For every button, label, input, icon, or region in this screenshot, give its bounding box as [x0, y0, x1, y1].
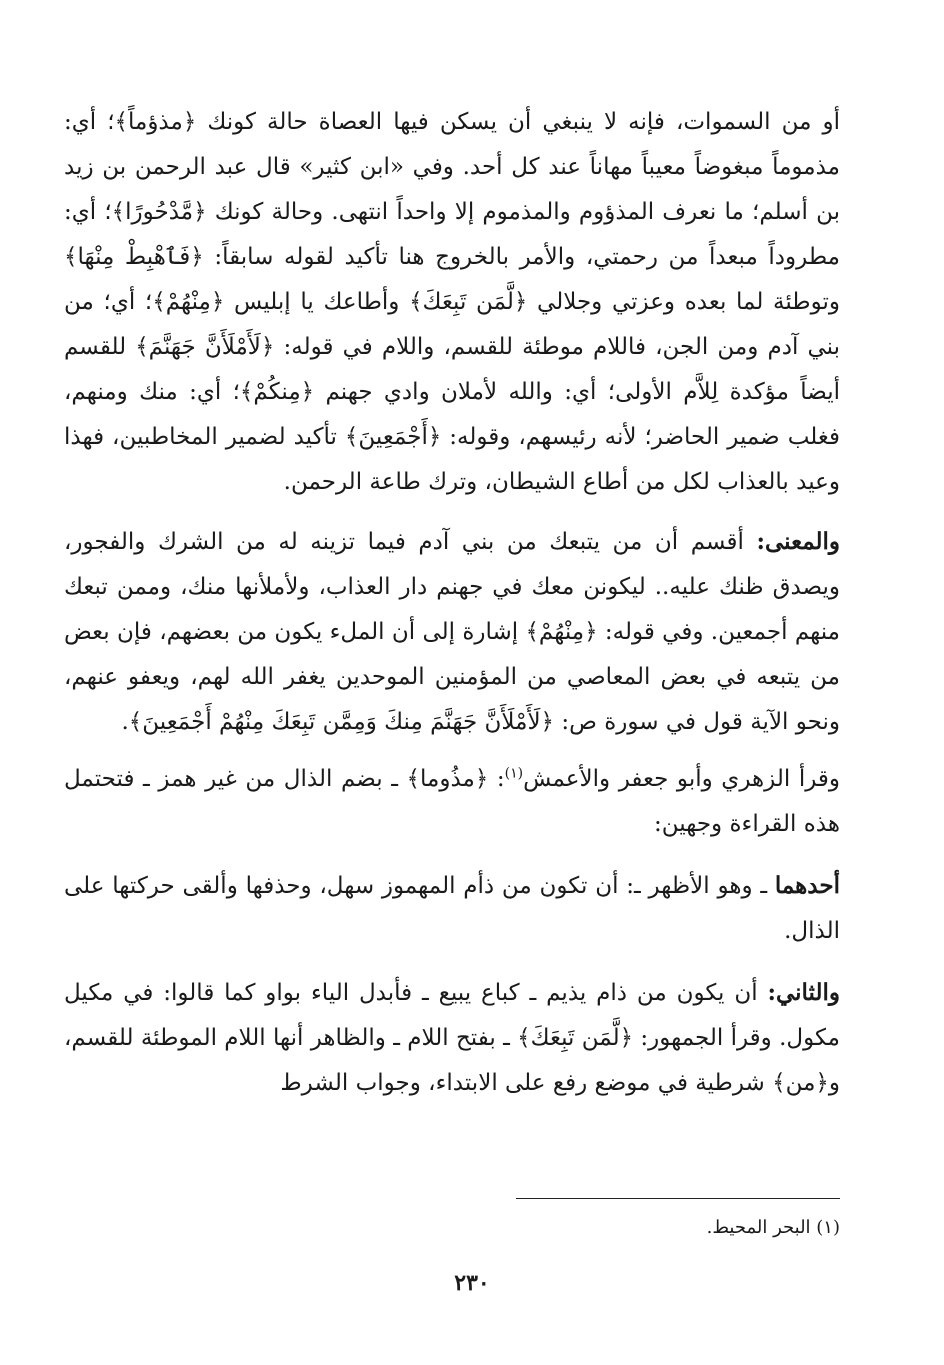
footnote-reference: (١)	[504, 765, 524, 782]
main-text	[64, 100, 840, 1122]
meaning-heading: والمعنى:	[756, 528, 840, 555]
second-aspect-text: أن يكون من ذام يذيم ـ كباع يبيع ـ فأبدل الياء بواو كما قالوا: في مكيل مكول. وقرأ الجمهور: ﴿لَّمَن تَبِعَكَ﴾ ـ بفتح اللام ـ والظاهر أنها اللام الموطئة للقسم، و﴿من﴾ شرطية في موضع رفع على الابتداء، وجواب الشرط	[64, 980, 840, 1096]
readings-text-a: وقرأ الزهري وأبو جعفر والأعمش	[523, 766, 841, 792]
footnote: (١) البحر المحيط.	[706, 1217, 840, 1238]
paragraph-1	[64, 100, 840, 505]
paragraph-meaning	[64, 519, 840, 745]
paragraph-second-aspect	[64, 970, 840, 1106]
second-aspect-heading: والثاني:	[767, 979, 840, 1006]
meaning-text: أقسم أن من يتبعك من بني آدم فيما تزينه له من الشرك والفجور، ويصدق ظنك عليه.. ليكونن معك في جهنم دار العذاب، ولأملأنها منك، وممن تبعك منهم أجمعين. وفي قوله: ﴿مِنْهُمْ﴾ إشارة إلى أن الملء يكون من بعضهم، فإن بعض من يتبعه في بعض المعاصي من المؤمنين الموحدين يغفر الله لهم، ويعفو عنهم، ونحو الآية قول في سورة ص: ﴿لَأَمْلَأَنَّ جَهَنَّمَ مِنكَ وَمِمَّن تَبِعَكَ مِنْهُمْ أَجْمَعِينَ﴾.	[64, 529, 840, 735]
paragraph-readings	[64, 757, 840, 847]
footnote-divider	[516, 1198, 840, 1199]
first-aspect-text: ـ وهو الأظهر ـ: أن تكون من ذأم المهموز سهل، وحذفها وألقى حركتها على الذال.	[64, 873, 840, 944]
readings-text-b: : ﴿مذُوما﴾ ـ بضم الذال من غير همز ـ فتحتمل هذه القراءة وجهين:	[64, 766, 840, 837]
paragraph-first-aspect	[64, 863, 840, 954]
paragraph-1-text: أو من السموات، فإنه لا ينبغي أن يسكن فيها العصاة حالة كونك ﴿مذؤماً﴾؛ أي: مذموماً مبغوضاً معيباً مهاناً عند كل أحد. وفي «ابن كثير» قال عبد الرحمن بن زيد بن أسلم؛ ما نعرف المذؤوم والمذموم إلا واحداً انتهى. وحالة كونك ﴿مَّدْحُورًا﴾؛ أي: مطروداً مبعداً من رحمتي، والأمر بالخروج هنا تأكيد لقوله سابقاً: ﴿فَٱهْبِطْ مِنْهَا﴾ وتوطئة لما بعده وعزتي وجلالي ﴿لَّمَن تَبِعَكَ﴾ وأطاعك يا إبليس ﴿مِنْهُمْ﴾؛ أي؛ من بني آدم ومن الجن، فاللام موطئة للقسم، واللام في قوله: ﴿لَأَمْلَأَنَّ جَهَنَّمَ﴾ للقسم أيضاً مؤكدة لِلاَّم الأولى؛ أي: والله لأملان وادي جهنم ﴿مِنكُمْ﴾؛ أي: منك ومنهم، فغلب ضمير الحاضر؛ لأنه رئيسهم، وقوله: ﴿أَجْمَعِينَ﴾ تأكيد لضمير المخاطبين، فهذا وعيد بالعذاب لكل من أطاع الشيطان، وترك طاعة الرحمن.	[64, 109, 840, 495]
page-number: ٢٣٠	[454, 1270, 490, 1296]
first-aspect-heading: أحدهما	[774, 872, 840, 899]
